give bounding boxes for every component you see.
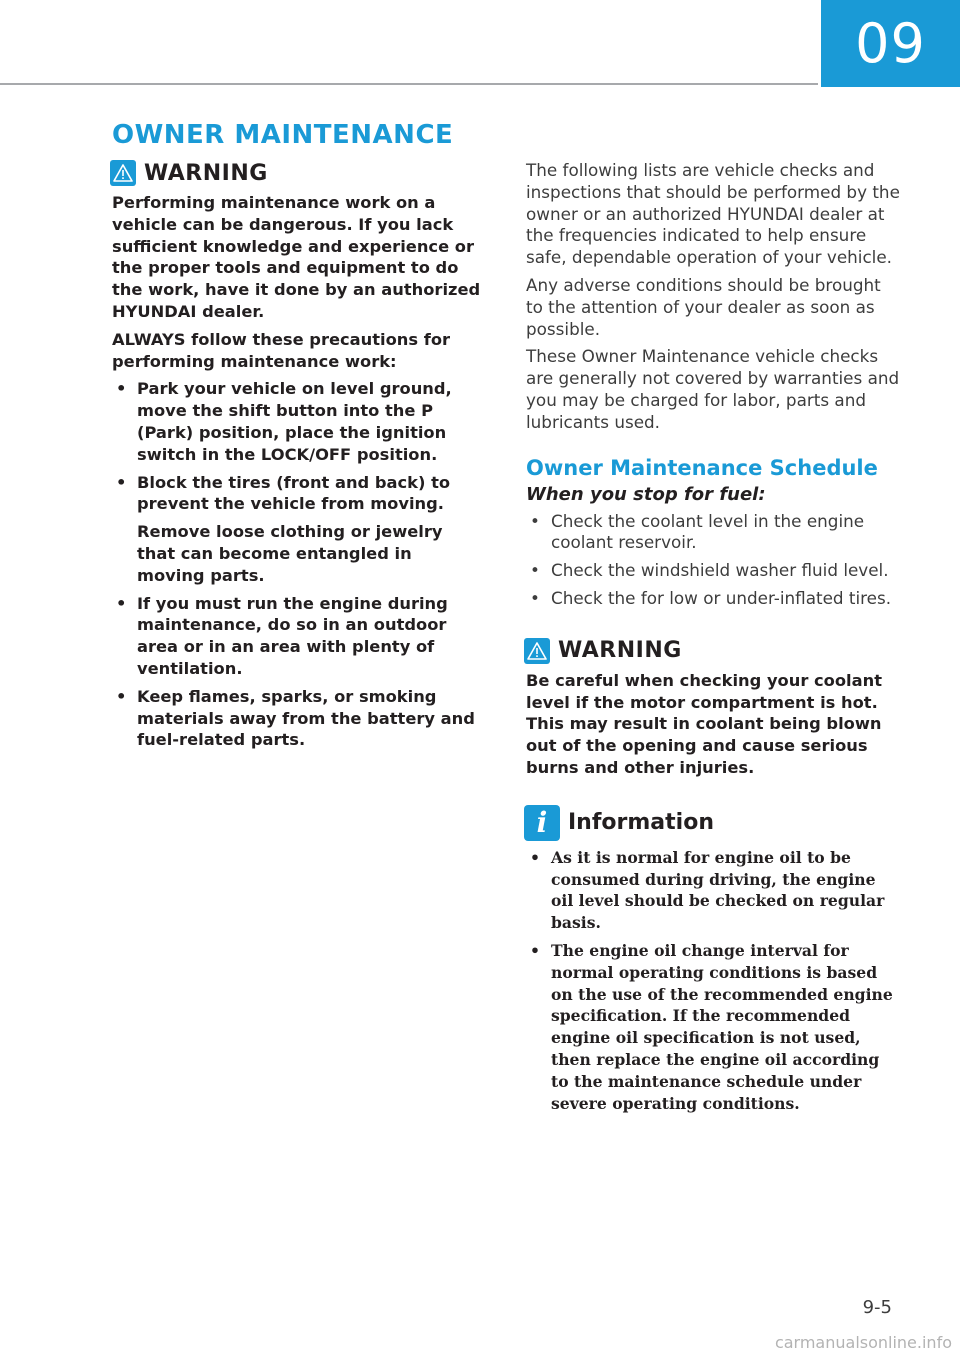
intro-paragraph: The following lists are vehicle checks and inspections that should be performed by the owner or an authorized HYUNDAI dealer at the frequencies indicated to help ensure safe, dependable operation of your vehicle. [526, 160, 900, 268]
list-item: • Keep flames, sparks, or smoking materials away from the battery and fuel-related parts. [112, 686, 484, 751]
watermark: carmanualsonline.info [774, 1333, 952, 1352]
page-number: 9-5 [862, 1297, 892, 1318]
coolant-warning-header [524, 638, 902, 664]
precautions-list-continued [112, 593, 484, 752]
coolant-warning-text: Be careful when checking your coolant level if the motor compartment is hot. This may result in coolant being blown out of the opening and cause serious burns and other injuries. [526, 670, 882, 777]
list-item: • Park your vehicle on level ground, move the shift button into the P (Park) position, place the ignition switch in the LOCK/OFF position. [112, 378, 484, 465]
information-list [526, 847, 902, 1115]
precautions-list [112, 378, 484, 515]
information-header [524, 805, 902, 841]
warning-paragraph: Performing maintenance work on a vehicle can be dangerous. If you lack sufficient knowledge and experience or the proper tools and equipment to do the work, have it done by an authorized HYUNDAI dealer. [112, 193, 481, 321]
list-item: • Check the for low or under-inflated tires. [526, 588, 902, 610]
schedule-heading: Owner Maintenance Schedule [526, 455, 878, 480]
info-icon: i [524, 805, 560, 841]
warning-icon [524, 638, 550, 664]
indented-paragraph: Remove loose clothing or jewelry that can become entangled in moving parts. [137, 522, 443, 585]
warning-header [110, 160, 484, 186]
information-title: Information [568, 810, 714, 836]
fuel-checklist [526, 511, 902, 610]
right-column [526, 160, 902, 1120]
list-item: • The engine oil change interval for normal operating conditions is based on the use of the recommended engine specification. If the recommended engine oil specification is not used, then replace the engine oil according to the maintenance schedule under severe operating conditions. [526, 940, 902, 1114]
adverse-paragraph: Any adverse conditions should be brought to the attention of your dealer as soon as possible. [526, 274, 881, 339]
list-item: • Block the tires (front and back) to prevent the vehicle from moving. [112, 472, 484, 516]
left-column [112, 160, 484, 757]
precautions-intro: ALWAYS follow these precautions for performing maintenance work: [112, 329, 451, 371]
list-item: • If you must run the engine during maintenance, do so in an outdoor area or in an area with plenty of ventilation. [112, 593, 484, 680]
fuel-heading: When you stop for fuel: [526, 483, 766, 505]
warning-title: WARNING [144, 160, 268, 186]
header-rule [0, 83, 818, 85]
chapter-tab: 09 [821, 0, 960, 87]
warning-title: WARNING [558, 638, 682, 664]
warning-icon [110, 160, 136, 186]
section-title: OWNER MAINTENANCE [112, 120, 454, 150]
warranty-paragraph: These Owner Maintenance vehicle checks are generally not covered by warranties and you may be charged for labor, parts and lubricants used. [526, 346, 900, 432]
list-item: • Check the coolant level in the engine coolant reservoir. [526, 511, 902, 555]
list-item: • Check the windshield washer fluid level. [526, 560, 902, 582]
list-item: • As it is normal for engine oil to be consumed during driving, the engine oil level should be checked on regular basis. [526, 847, 902, 934]
